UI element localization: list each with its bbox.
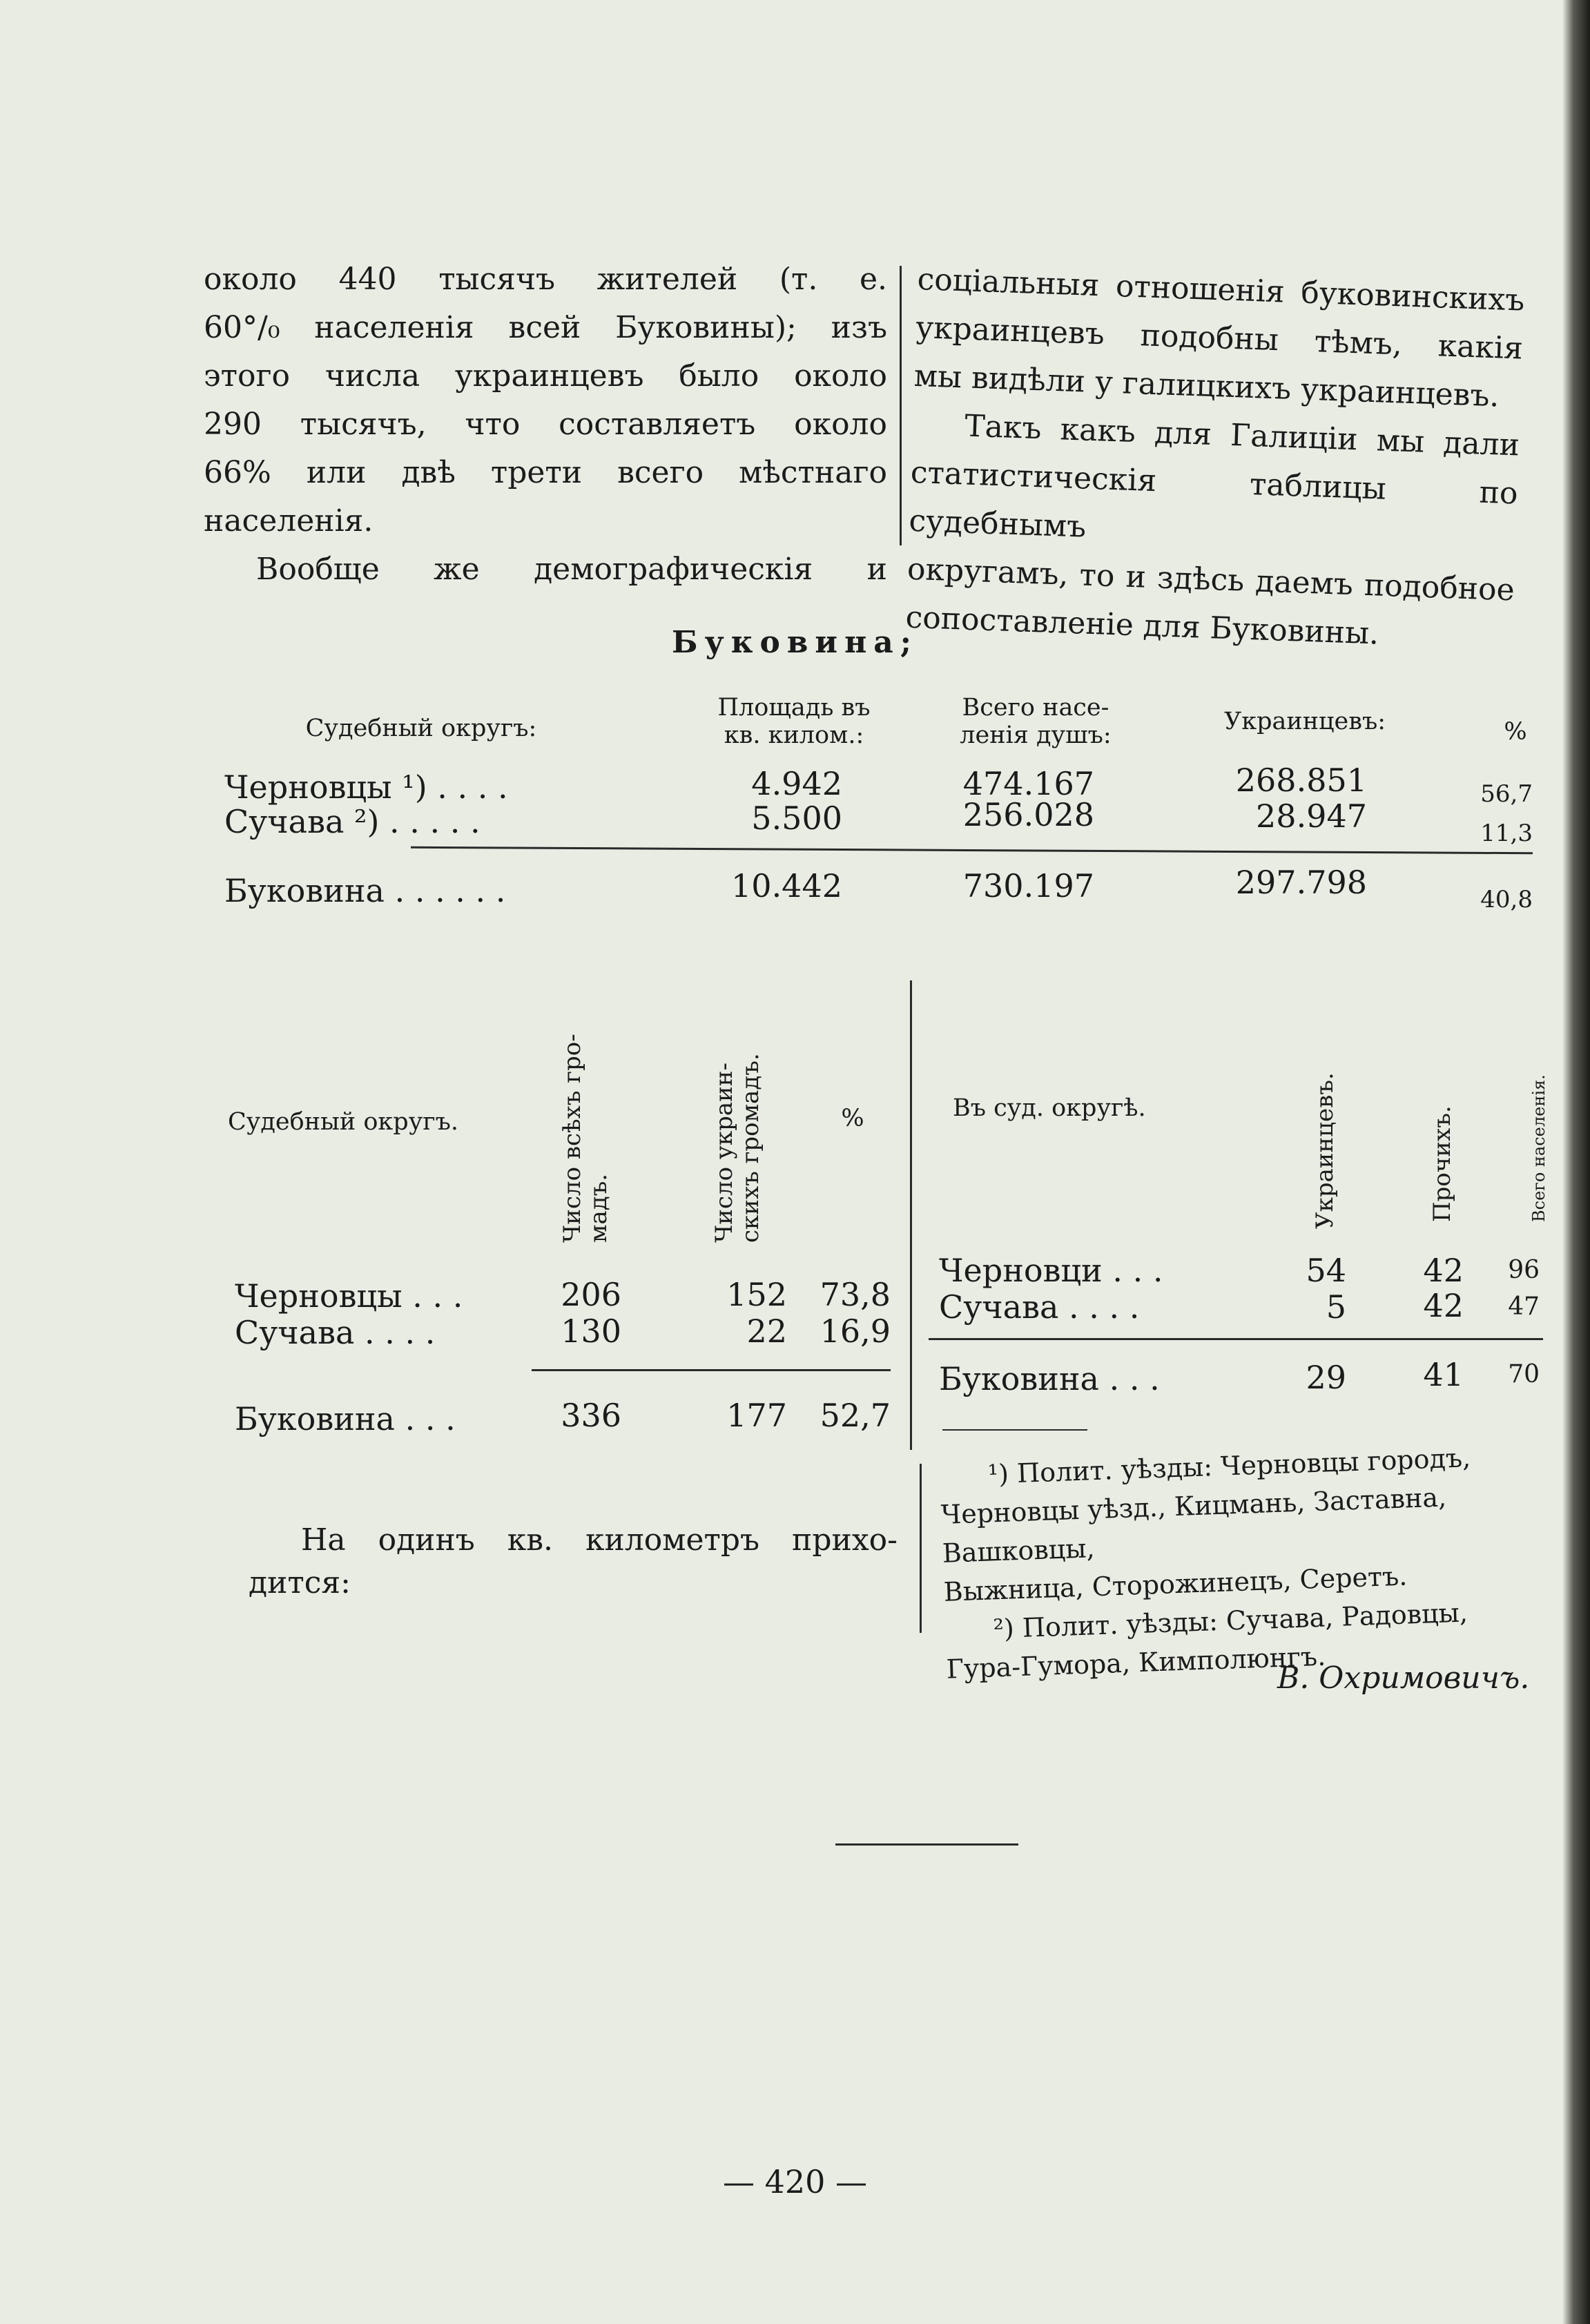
table-cell: 47 <box>1508 1292 1540 1321</box>
text-line: этого числа украинцевъ было около <box>204 358 887 394</box>
col-header-district: Въ суд. округѣ. <box>953 1094 1146 1122</box>
table-cell: 474.167 <box>962 765 1094 802</box>
table-column-divider <box>910 980 912 1450</box>
table-cell: 42 <box>1423 1287 1464 1324</box>
table-cell: 268.851 <box>1235 762 1367 799</box>
text-line: Такъ какъ для Галиціи мы дали <box>964 408 1520 463</box>
col-header-percent: % <box>1504 718 1527 746</box>
table-rule <box>929 1338 1543 1340</box>
table-cell: 256.028 <box>962 796 1094 833</box>
left-text-column <box>204 255 887 594</box>
table-row-name: Черновцы . . . <box>235 1277 463 1315</box>
footnotes <box>939 1435 1554 1689</box>
page-edge-shadow <box>1562 0 1590 2324</box>
text-line: мы видѣли у галицкихъ украинцевъ. <box>913 358 1500 414</box>
text-line: статистическія таблицы по судебнымъ <box>908 454 1519 545</box>
text-line: украинцевъ подобны тѣмъ, какія <box>915 309 1524 367</box>
table-cell: 54 <box>1306 1252 1346 1289</box>
table-cell: 40,8 <box>1480 886 1533 913</box>
table-row-name: Сучава ²) . . . . . <box>224 803 481 840</box>
section-title: Буковина; <box>671 625 919 660</box>
table-cell: 10.442 <box>731 867 842 904</box>
table-row-name: Сучава . . . . <box>939 1288 1140 1326</box>
col-header-ukrainians: Украинцевъ: <box>1223 708 1386 735</box>
col-header-others: Прочихъ. <box>1428 1105 1456 1222</box>
table-cell: 28.947 <box>1256 797 1367 835</box>
text-line: сопоставленіе для Буковины. <box>904 599 1379 652</box>
page-number: — 420 — <box>722 2163 868 2200</box>
table-cell: 4.942 <box>751 765 842 802</box>
table-cell: 29 <box>1306 1359 1346 1396</box>
table-rule <box>532 1369 891 1371</box>
table-cell: 297.798 <box>1235 864 1367 901</box>
text-line: На одинъ кв. километръ прихо- <box>301 1522 898 1558</box>
footnote-2: ²) Полит. уѣзды: Сучава, Радовцы, <box>992 1597 1468 1645</box>
end-rule <box>835 1843 1018 1846</box>
table-cell: 206 <box>561 1276 621 1313</box>
table-total-name: Буковина . . . . . . <box>224 872 506 909</box>
col-header-district: Судебный округъ: <box>305 715 537 742</box>
table-total-name: Буковина . . . <box>939 1360 1160 1397</box>
text-line: дится: <box>249 1565 351 1600</box>
table-cell: 730.197 <box>962 867 1094 904</box>
table-row-name: Черновци . . . <box>939 1252 1163 1289</box>
right-text-column <box>904 255 1525 663</box>
col-header-total-population: Всего населенія. <box>1529 1074 1549 1222</box>
text-line: 290 тысячъ, что составляетъ около <box>204 407 887 442</box>
table-cell: 73,8 <box>820 1276 891 1313</box>
footnote-rule <box>942 1429 1087 1431</box>
table-row-name: Черновцы ¹) . . . . <box>224 768 508 806</box>
col-header-percent: % <box>841 1105 864 1132</box>
table-cell: 5 <box>1326 1288 1346 1326</box>
table-rule <box>411 846 1533 855</box>
table-cell: 5.500 <box>751 800 842 837</box>
column-divider <box>900 266 902 545</box>
table-cell: 16,9 <box>820 1313 891 1350</box>
table-total-name: Буковина . . . <box>235 1400 456 1437</box>
table-cell: 177 <box>726 1397 787 1434</box>
signature: В. Охримовичъ. <box>1277 1660 1530 1696</box>
table-cell: 22 <box>746 1313 787 1350</box>
footnote-1-cont: Черновцы уѣзд., Кицмань, Заставна, Вашковцы, <box>940 1482 1447 1569</box>
table-cell: 152 <box>726 1276 787 1313</box>
table-cell: 130 <box>561 1313 621 1350</box>
table-cell: 70 <box>1508 1360 1540 1388</box>
per-km-text <box>249 1519 898 1605</box>
text-line: 66% или двѣ трети всего мѣстнаго <box>204 455 887 490</box>
table-cell: 11,3 <box>1480 820 1533 847</box>
text-line: населенія. <box>204 503 374 539</box>
col-header-district: Судебный округъ. <box>228 1108 459 1136</box>
table-cell: 52,7 <box>820 1397 891 1434</box>
text-line: 60°/₀ населенія всей Буковины); изъ <box>204 310 887 345</box>
footnote-divider <box>920 1464 922 1633</box>
table-cell: 336 <box>561 1397 621 1434</box>
footnote-1: ¹) Полит. уѣзды: Черновцы городъ, <box>987 1442 1471 1490</box>
footnote-1-cont: Выжница, Сторожинецъ, Серетъ. <box>943 1560 1408 1607</box>
table-row-name: Сучава . . . . <box>235 1314 436 1351</box>
text-line: округамъ, то и здѣсь даемъ подобное <box>907 551 1515 608</box>
col-header-all-communities: Число всѣхъ гро- мадъ. <box>559 1034 612 1243</box>
text-line: соціальныя отношенія буковинскихъ <box>916 261 1526 318</box>
table-cell: 96 <box>1508 1256 1540 1284</box>
col-header-ukrainians: Украинцевъ. <box>1311 1072 1339 1229</box>
table-cell: 41 <box>1423 1356 1464 1393</box>
col-header-population: Всего насе- ленія душъ: <box>960 694 1112 749</box>
text-line: около 440 тысячъ жителей (т. е. <box>204 262 887 297</box>
col-header-ukr-communities: Число украин- скихъ громадъ. <box>710 1053 764 1243</box>
col-header-area: Площадь въ кв. килом.: <box>717 694 871 749</box>
footnote-2-cont: Гура-Гумора, Кимполюнгъ. <box>945 1640 1326 1685</box>
table-cell: 56,7 <box>1480 780 1533 808</box>
text-line: Вообще же демографическія и <box>256 552 887 587</box>
table-cell: 42 <box>1423 1252 1464 1289</box>
